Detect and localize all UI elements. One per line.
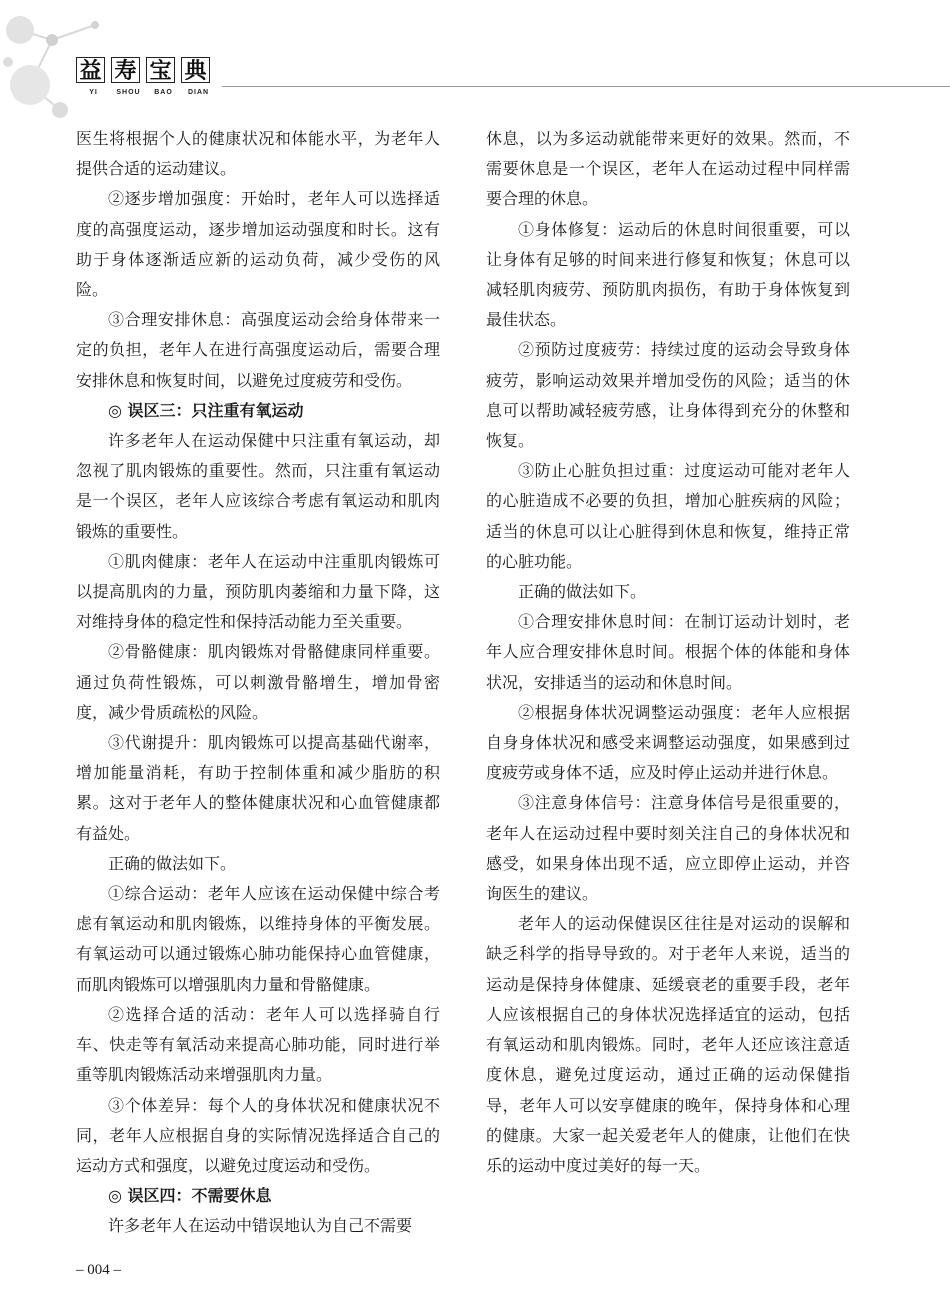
paragraph: 老年人的运动保健误区往往是对运动的误解和缺乏科学的指导导致的。对于老年人来说，适当的运动是保持身体健康、延缓衰老的重要手段，老年人应该根据自己的身体状况选择适宜的运动，包括有氧运动和肌肉锻炼。同时，老年人还应该注意适度休息，避免过度运动，通过正确的运动保健指导，老年人可以安享健康的晚年，保持身体和心理的健康。大家一起关爱老年人的健康，让他们在快乐的运动中度过美好的每一天。 — [486, 914, 850, 1175]
paragraph: ②骨骼健康：肌肉锻炼对骨骼健康同样重要。通过负荷性锻炼，可以刺激骨骼增生，增加骨密度，减少骨质疏松的风险。 — [76, 642, 440, 722]
logo-char: 宝 — [146, 57, 175, 83]
paragraph: ③注意身体信号：注意身体信号是很重要的，老年人在运动过程中要时刻关注自己的身体状况和感受，如果身体出现不适，应立即停止运动，并咨询医生的建议。 — [486, 793, 850, 904]
paragraph: ③合理安排休息：高强度运动会给身体带来一定的负担，老年人在进行高强度运动后，需要合理安排休息和恢复时间，以避免过度疲劳和受伤。 — [76, 310, 440, 390]
pinyin-label: BAO — [154, 89, 173, 96]
paragraph: 医生将根据个人的健康状况和体能水平，为老年人提供合适的运动建议。 — [76, 129, 440, 179]
logo-char: 典 — [181, 57, 210, 83]
paragraph: ②根据身体状况调整运动强度：老年人应根据自身身体状况和感受来调整运动强度，如果感到过度疲劳或身体不适，应及时停止运动并进行休息。 — [486, 702, 850, 783]
paragraph: ①身体修复：运动后的休息时间很重要，可以让身体有足够的时间来进行修复和恢复；休息可以减轻肌肉疲劳、预防肌肉损伤，有助于身体恢复到最佳状态。 — [486, 219, 850, 330]
header-divider — [222, 86, 950, 87]
paragraph: ②预防过度疲劳：持续过度的运动会导致身体疲劳，影响运动效果并增加受伤的风险；适当的休息可以帮助减轻疲劳感，让身体得到充分的休整和恢复。 — [486, 340, 850, 451]
paragraph: ①合理安排休息时间：在制订运动计划时，老年人应合理安排休息时间。根据个体的体能和身体状况，安排适当的运动和休息时间。 — [486, 612, 850, 692]
logo-char: 益 — [76, 57, 105, 83]
paragraph: ③防止心脏负担过重：过度运动可能对老年人的心脏造成不必要的负担，增加心脏疾病的风险；适当的休息可以让心脏得到休息和恢复，维持正常的心脏功能。 — [486, 461, 850, 571]
logo-pinyin — [76, 89, 216, 96]
paragraph: ①肌肉健康：老年人在运动中注重肌肉锻炼可以提高肌肉的力量，预防肌肉萎缩和力量下降，这对维持身体的稳定性和保持活动能力至关重要。 — [76, 551, 440, 632]
left-column — [76, 124, 440, 1242]
pinyin-label: SHOU — [116, 89, 141, 96]
paragraph: ③代谢提升：肌肉锻炼可以提高基础代谢率，增加能量消耗，有助于控制体重和减少脂肪的积累。这对于老年人的整体健康状况和心血管健康都有益处。 — [76, 733, 440, 843]
section-heading: ◎ 误区四：不需要休息 — [108, 1186, 272, 1206]
page-number: – 004 – — [76, 1262, 121, 1278]
pinyin-label: DIAN — [187, 89, 210, 96]
paragraph: 许多老年人在运动中错误地认为自己不需要 — [108, 1216, 413, 1236]
paragraph: ②选择合适的活动：老年人可以选择骑自行车、快走等有氧活动来提高心肺功能，同时进行举重等肌肉锻炼活动来增强肌肉力量。 — [76, 1004, 440, 1085]
paragraph: ③个体差异：每个人的身体状况和健康状况不同，老年人应根据自身的实际情况选择适合自己的运动方式和强度，以避免过度运动和受伤。 — [76, 1095, 440, 1175]
paragraph: 休息，以为多运动就能带来更好的效果。然而，不需要休息是一个误区，老年人在运动过程中同样需要合理的休息。 — [486, 129, 850, 209]
logo-char: 寿 — [111, 57, 140, 83]
pinyin-label: YI — [89, 89, 98, 96]
section-heading: ◎ 误区三：只注重有氧运动 — [108, 400, 304, 420]
paragraph: 正确的做法如下。 — [518, 582, 647, 602]
right-column — [486, 124, 850, 1181]
paragraph: ①综合运动：老年人应该在运动保健中综合考虑有氧运动和肌肉锻炼，以维持身体的平衡发展。有氧运动可以通过锻炼心肺功能保持心血管健康，而肌肉锻炼可以增强肌肉力量和骨骼健康。 — [76, 884, 440, 994]
magazine-logo — [76, 57, 216, 83]
paragraph: ②逐步增加强度：开始时，老年人可以选择适度的高强度运动，逐步增加运动强度和时长。这有助于身体逐渐适应新的运动负荷，减少受伤的风险。 — [76, 189, 440, 300]
paragraph: 正确的做法如下。 — [108, 853, 237, 873]
paragraph: 许多老年人在运动保健中只注重有氧运动，却忽视了肌肉锻炼的重要性。然而，只注重有氧运动是一个误区，老年人应该综合考虑有氧运动和肌肉锻炼的重要性。 — [76, 431, 440, 541]
